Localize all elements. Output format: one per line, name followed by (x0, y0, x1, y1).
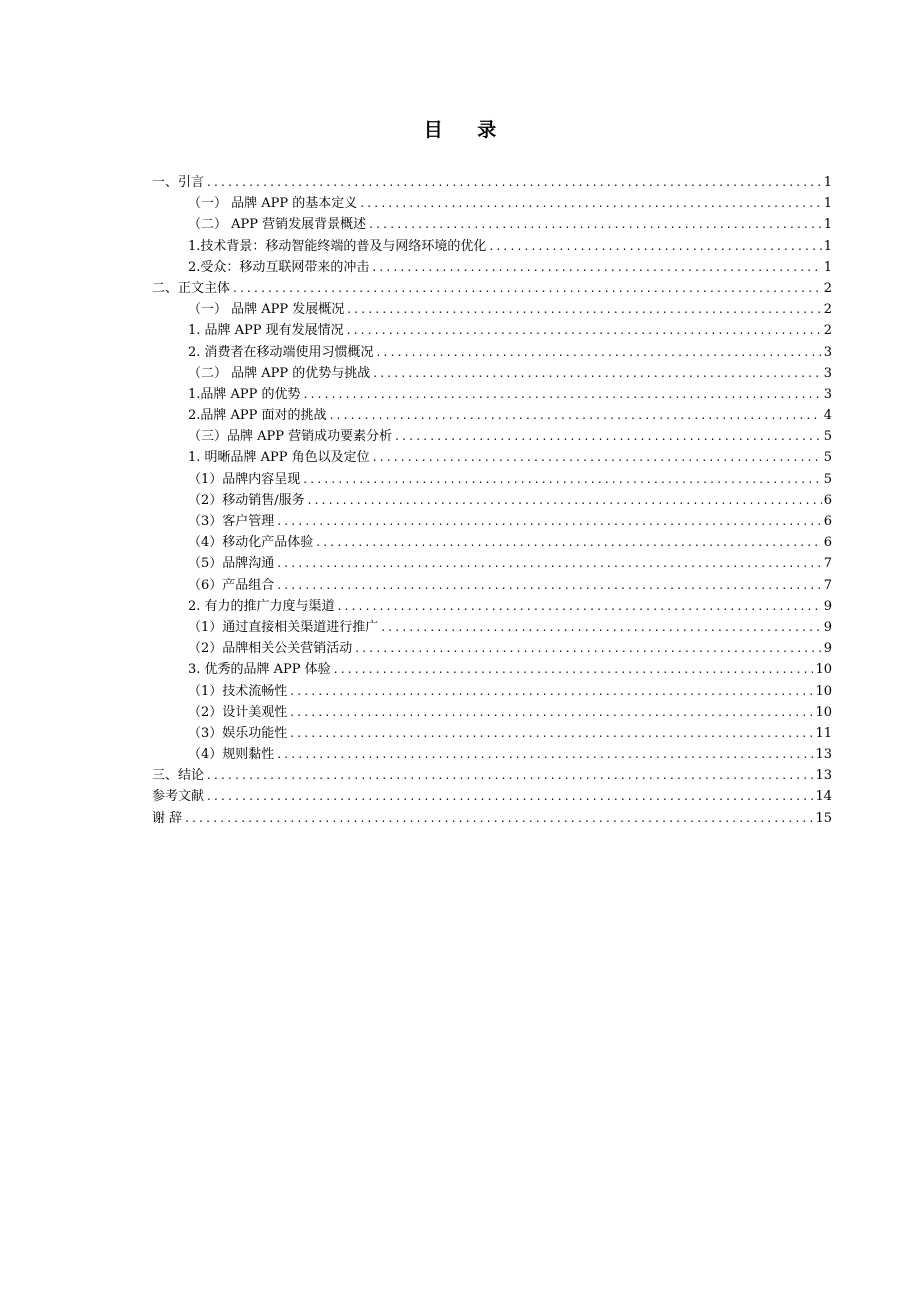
toc-entry[interactable] (152, 214, 832, 235)
toc-entry-page-number: 10 (815, 683, 832, 699)
toc-entry[interactable] (152, 257, 832, 278)
toc-dot-leader (355, 638, 821, 659)
toc-entry[interactable] (152, 808, 832, 829)
toc-dot-leader (316, 532, 821, 553)
toc-entry-page-number: 7 (823, 577, 832, 593)
toc-dot-leader (381, 617, 821, 638)
toc-dot-leader (304, 384, 822, 405)
toc-entry[interactable] (152, 426, 832, 447)
toc-dot-leader (308, 490, 822, 511)
toc-entry[interactable] (152, 638, 832, 659)
toc-entry-page-number: 1 (823, 175, 832, 190)
toc-entry[interactable] (152, 490, 832, 511)
toc-entry-label: （一） 品牌 APP 发展概况 (188, 302, 345, 318)
toc-entry-label: （6）产品组合 (188, 577, 275, 593)
toc-entry-label: （3）客户管理 (188, 514, 275, 529)
toc-entry-page-number: 1 (823, 238, 832, 254)
toc-entry[interactable] (152, 786, 832, 807)
toc-entry-page-number: 5 (823, 471, 832, 487)
toc-entry-page-number: 15 (815, 810, 832, 826)
toc-dot-leader (233, 278, 822, 299)
toc-entry[interactable] (152, 447, 832, 468)
toc-dot-leader (290, 681, 813, 702)
toc-entry[interactable] (152, 299, 832, 320)
toc-dot-leader (489, 236, 821, 257)
toc-entry[interactable] (152, 596, 832, 617)
toc-entry-page-number: 7 (823, 556, 832, 572)
toc-dot-leader (277, 553, 821, 574)
toc-entry-page-number: 5 (823, 429, 832, 445)
toc-entry-page-number: 10 (815, 662, 832, 678)
toc-dot-leader (290, 723, 813, 744)
toc-entry-label: （4）移动化产品体验 (188, 535, 314, 551)
toc-entry-label: 3. 优秀的品牌 APP 体验 (188, 662, 331, 678)
toc-entry-page-number: 9 (823, 598, 832, 614)
toc-entry-label: （1）通过直接相关渠道进行推广 (188, 619, 379, 635)
toc-entry-page-number: 1 (823, 196, 832, 212)
toc-dot-leader (277, 575, 821, 596)
toc-dot-leader (360, 193, 821, 214)
toc-entry-label: （5）品牌沟通 (188, 556, 275, 572)
toc-entry-label: 二、正文主体 (152, 280, 231, 296)
toc-entry-page-number: 6 (823, 492, 832, 508)
toc-entry-page-number: 9 (823, 641, 832, 657)
toc-entry-label: （3）娱乐功能性 (188, 725, 288, 741)
toc-entry[interactable] (152, 681, 832, 702)
toc-title: 目 录 (423, 119, 511, 141)
toc-entry-label: （二） APP 营销发展背景概述 (188, 217, 367, 233)
toc-entry-label: 一、引言 (152, 175, 205, 190)
toc-entry[interactable] (152, 765, 832, 786)
toc-entry-label: 2. 消费者在移动端使用习惯概况 (188, 344, 374, 360)
toc-dot-leader (338, 596, 822, 617)
toc-entry-label: 谢 辞 (152, 810, 183, 826)
toc-dot-leader (185, 808, 813, 829)
toc-dot-leader (277, 511, 821, 532)
toc-entry-page-number: 9 (823, 619, 832, 635)
toc-entry[interactable] (152, 511, 832, 532)
toc-entry[interactable] (152, 193, 832, 214)
toc-entry[interactable] (152, 702, 832, 723)
toc-entry[interactable] (152, 320, 832, 341)
toc-dot-leader (290, 702, 813, 723)
toc-entry-label: 1.技术背景：移动智能终端的普及与网络环境的优化 (188, 238, 487, 254)
toc-dot-leader (347, 320, 822, 341)
toc-entry-page-number: 6 (823, 514, 832, 529)
toc-dot-leader (330, 405, 822, 426)
toc-entry-page-number: 13 (815, 747, 832, 763)
toc-entry-label: 2.品牌 APP 面对的挑战 (188, 408, 327, 424)
toc-entry-page-number: 6 (823, 535, 832, 551)
toc-entry-page-number: 2 (823, 302, 832, 318)
toc-dot-leader (372, 257, 821, 278)
toc-entry-page-number: 5 (823, 450, 832, 466)
toc-entry-label: 2.受众：移动互联网带来的冲击 (188, 259, 370, 275)
toc-entry[interactable] (152, 744, 832, 765)
toc-entry-page-number: 11 (815, 725, 832, 741)
toc-dot-leader (207, 786, 813, 807)
toc-entry-label: 1.品牌 APP 的优势 (188, 386, 301, 402)
toc-entry-page-number: 13 (815, 768, 832, 784)
toc-entry-page-number: 2 (823, 323, 832, 339)
toc-entry[interactable] (152, 384, 832, 405)
toc-entry-label: 参考文献 (152, 789, 205, 805)
toc-entry-page-number: 2 (823, 280, 832, 296)
toc-entry[interactable] (152, 278, 832, 299)
toc-entry-label: （4）规则黏性 (188, 747, 275, 763)
toc-entry-page-number: 14 (815, 789, 832, 805)
toc-entry-label: 1. 明晰品牌 APP 角色以及定位 (188, 450, 370, 466)
toc-dot-leader (303, 469, 821, 490)
toc-entry[interactable] (152, 172, 832, 193)
toc-entry[interactable] (152, 659, 832, 680)
toc-dot-leader (373, 363, 821, 384)
toc-dot-leader (207, 172, 822, 193)
toc-entry-page-number: 3 (823, 386, 832, 402)
toc-entry-label: （三）品牌 APP 营销成功要素分析 (188, 429, 393, 445)
toc-entry-page-number: 1 (823, 217, 832, 233)
toc-entry[interactable] (152, 575, 832, 596)
toc-entry-page-number: 4 (823, 408, 832, 424)
toc-entry-label: （2）设计美观性 (188, 704, 288, 720)
toc-entry[interactable] (152, 723, 832, 744)
toc-entry-label: 2. 有力的推广力度与渠道 (188, 598, 335, 614)
toc-entry-page-number: 3 (823, 365, 832, 381)
toc-dot-leader (277, 744, 813, 765)
toc-entry-label: （2）移动销售/服务 (188, 492, 305, 508)
toc-entry-label: 1. 品牌 APP 现有发展情况 (188, 323, 344, 339)
toc-dot-leader (207, 765, 813, 786)
toc-dot-leader (377, 342, 822, 363)
toc-entry-page-number: 1 (823, 259, 832, 275)
toc-dot-leader (369, 214, 822, 235)
toc-entry-label: （1）品牌内容呈现 (188, 471, 301, 487)
toc-entry-label: （二） 品牌 APP 的优势与挑战 (188, 365, 371, 381)
toc-entry[interactable] (152, 363, 832, 384)
toc-dot-leader (395, 426, 822, 447)
toc-entry-page-number: 10 (815, 704, 832, 720)
toc-entry[interactable] (152, 236, 832, 257)
toc-entry[interactable] (152, 553, 832, 574)
toc-dot-leader (334, 659, 814, 680)
toc-entry-label: （1）技术流畅性 (188, 683, 288, 699)
toc-entry[interactable] (152, 617, 832, 638)
toc-entry-label: （2）品牌相关公关营销活动 (188, 641, 353, 657)
toc-entry[interactable] (152, 342, 832, 363)
toc-entry[interactable] (152, 469, 832, 490)
toc-entry[interactable] (152, 405, 832, 426)
toc-entry-label: 三、结论 (152, 768, 205, 784)
table-of-contents (152, 172, 832, 829)
toc-entry-page-number: 3 (823, 344, 832, 360)
toc-dot-leader (373, 447, 822, 468)
toc-entry-label: （一） 品牌 APP 的基本定义 (188, 196, 358, 212)
toc-dot-leader (347, 299, 821, 320)
toc-entry[interactable] (152, 532, 832, 553)
